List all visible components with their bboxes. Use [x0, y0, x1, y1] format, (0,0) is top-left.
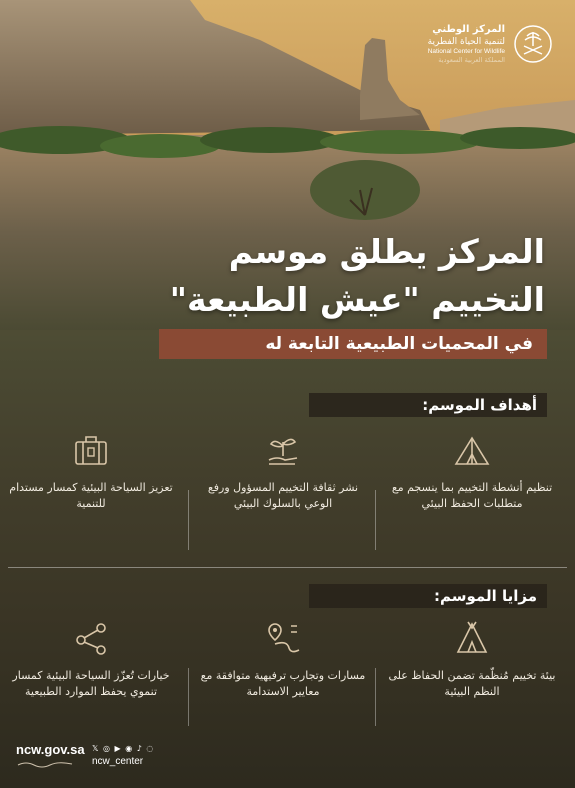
- goal-text: تعزيز السياحة البيئية كمسار مستدام للتنمية: [9, 481, 173, 510]
- suitcase-icon: [71, 430, 111, 470]
- goals-heading: أهداف الموسم:: [422, 396, 537, 414]
- subtitle-text: في المحميات الطبيعية التابعة له: [265, 334, 533, 354]
- goals-heading-bar: [309, 393, 547, 417]
- website-link[interactable]: ncw.gov.sa: [16, 742, 85, 757]
- divider: [375, 490, 376, 550]
- share-nodes-icon: [71, 618, 111, 658]
- logo-line1: المركز الوطني: [432, 24, 505, 35]
- social-icons[interactable]: 𝕏 ◎ ▶ ◉ ♪ ◌: [92, 744, 155, 753]
- benefit-item: [387, 618, 557, 700]
- divider: [188, 490, 189, 550]
- footer: [16, 742, 155, 767]
- ncw-logo: [428, 24, 553, 64]
- palm-swords-emblem-icon: [513, 24, 553, 64]
- tent-icon: [452, 430, 492, 470]
- social-handle[interactable]: ncw_center: [92, 756, 144, 767]
- teepee-icon: [452, 618, 492, 658]
- goal-item: [6, 430, 176, 512]
- benefit-text: بيئة تخييم مُنظّمة تضمن الحفاظ على النظم البيئية: [388, 669, 556, 698]
- benefit-text: خيارات تُعزّز السياحة البيئية كمسار تنموي يحفظ الموارد الطبيعية: [12, 669, 170, 698]
- signature-wordmark-icon: [16, 760, 74, 768]
- benefit-item: [6, 618, 176, 700]
- logo-line3: National Center for Wildlife: [427, 47, 505, 55]
- headline-line2: التخييم "عيش الطبيعة": [169, 280, 545, 319]
- goal-text: تنظيم أنشطة التخييم بما ينسجم مع متطلبات الحفظ البيئي: [391, 481, 553, 510]
- logo-line2: لتنمية الحياة الفطرية: [427, 36, 505, 47]
- logo-line4: المملكة العربية السعودية: [438, 55, 505, 64]
- benefits-heading-bar: [309, 584, 547, 608]
- divider: [375, 668, 376, 726]
- headline-line1: المركز يطلق موسم: [228, 232, 545, 271]
- benefit-item: [198, 618, 368, 700]
- benefit-text: مسارات وتجارب ترفيهية متوافقة مع معايير الاستدامة: [200, 669, 366, 698]
- headline: [25, 228, 545, 324]
- benefits-heading: مزايا الموسم:: [434, 587, 537, 605]
- sprout-hand-icon: [263, 430, 303, 470]
- goal-item: [387, 430, 557, 512]
- goal-text: نشر ثقافة التخييم المسؤول ورفع الوعي بالسلوك البيئي: [207, 481, 359, 510]
- divider: [188, 668, 189, 726]
- map-route-icon: [263, 618, 303, 658]
- goal-item: [198, 430, 368, 512]
- subtitle-bar: [159, 329, 547, 359]
- section-divider: [8, 567, 567, 568]
